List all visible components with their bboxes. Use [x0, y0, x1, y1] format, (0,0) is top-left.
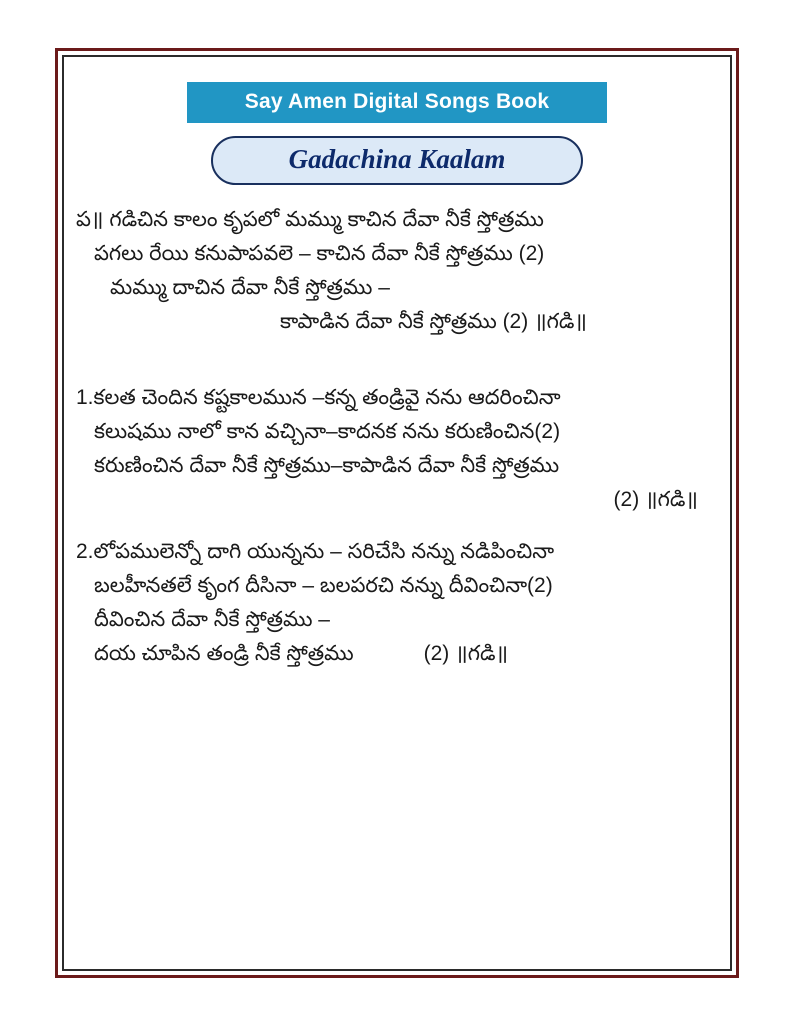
song-lyrics: [70, 203, 724, 671]
lyric-line: కరుణించిన దేవా నీకే స్తోత్రము–కాపాడిన దేవా నీకే స్తోత్రము: [94, 454, 560, 478]
song-title: Gadachina Kaalam: [211, 136, 583, 185]
lyric-line: 2.లోపములెన్నో దాగి యున్నను – సరిచేసి నన్ను నడిపించినా: [76, 540, 555, 564]
pallavi-stanza: [70, 203, 724, 339]
lyric-line: 1.కలత చెందిన కష్టకాలమున –కన్న తండ్రివై నను ఆదరించినా: [76, 386, 561, 410]
charanam-2-stanza: [70, 535, 724, 671]
lyric-line: పగలు రేయి కనుపాపవలె – కాచిన దేవా నీకే స్తోత్రము (2): [94, 242, 545, 266]
lyric-line: ప॥ గడిచిన కాలం కృపలో మమ్ము కాచిన దేవా నీకే స్తోత్రము: [76, 208, 544, 231]
book-banner-title: Say Amen Digital Songs Book: [187, 82, 607, 123]
lyric-line: కలుషము నాలో కాన వచ్చినా–కాదనక నను కరుణించిన(2): [94, 420, 561, 444]
charanam-1-stanza: [70, 381, 724, 517]
lyric-line: దీవించిన దేవా నీకే స్తోత్రము –: [94, 608, 330, 632]
lyric-line: కాపాడిన దేవా నీకే స్తోత్రము (2) ॥గడి॥: [280, 310, 588, 334]
lyric-line: (2) ॥గడి॥: [613, 488, 698, 512]
lyric-line: దయ చూపిన తండ్రి నీకే స్తోత్రము (2) ॥గడి॥: [94, 642, 509, 666]
lyric-line: మమ్ము దాచిన దేవా నీకే స్తోత్రము –: [110, 276, 390, 300]
lyric-line: బలహీనతలే కృంగ దీసినా – బలపరచి నన్ను దీవించినా(2): [94, 574, 553, 598]
page-content: [66, 60, 728, 966]
